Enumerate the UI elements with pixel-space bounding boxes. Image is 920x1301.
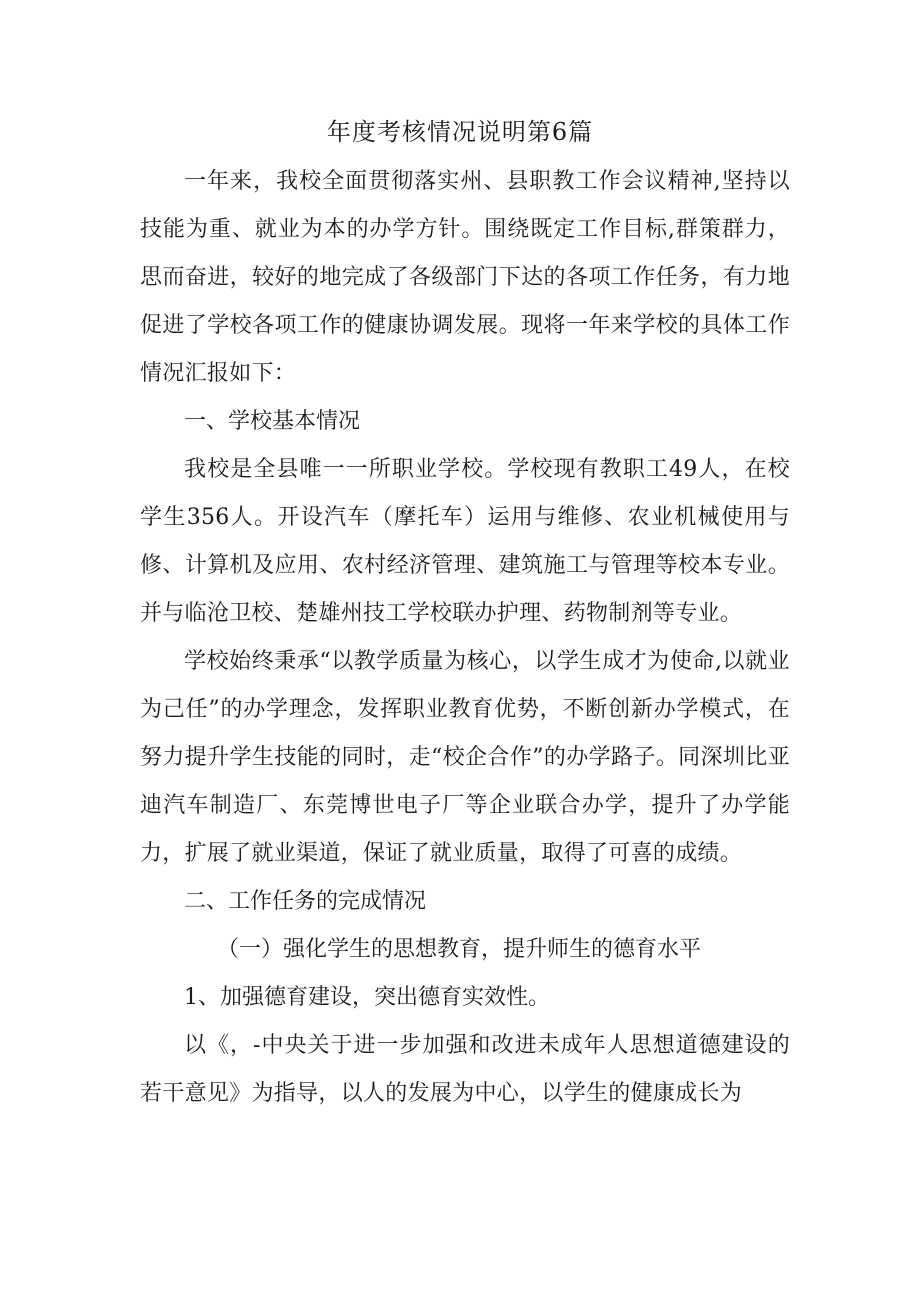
item-heading-moral-construction: 1、加强德育建设，突出德育实效性。 xyxy=(184,985,550,1010)
document-title: 年度考核情况说明第6篇 xyxy=(326,118,594,146)
paragraph-school-overview: 我校是全县唯一一所职业学校。学校现有教职工49人，在校学生356人。开设汽车（摩托车）运用与维修、农业机械使用与修、计算机及应用、农村经济管理、建筑施工与管理等校本专业。并与临沧卫校、楚雄州技工学校联办护理、药物制剂等专业。 xyxy=(140,457,790,626)
section-heading-basic-info: 一、学校基本情况 xyxy=(184,409,361,434)
paragraph-school-philosophy: 学校始终秉承“以教学质量为核心，以学生成才为使命,以就业为己任”的办学理念，发挥职业教育优势，不断创新办学模式，在努力提升学生技能的同时，走“校企合作”的办学路子。同深圳比亚迪汽车制造厂、东莞博世电子厂等企业联合办学，提升了办学能力，扩展了就业渠道，保证了就业质量，取得了可喜的成绩。 xyxy=(140,649,790,866)
subsection-heading-moral-education: （一）强化学生的思想教育，提升师生的德育水平 xyxy=(217,937,702,962)
document-body xyxy=(140,158,790,1118)
paragraph-guidance: 以《，-中央关于进一步加强和改进未成年人思想道德建设的若干意见》为指导，以人的发展为中心，以学生的健康成长为 xyxy=(140,1033,790,1106)
paragraph-intro: 一年来，我校全面贯彻落实州、县职教工作会议精神,坚持以技能为重、就业为本的办学方针。围绕既定工作目标,群策群力，思而奋进，较好的地完成了各级部门下达的各项工作任务，有力地促进了学校各项工作的健康协调发展。现将一年来学校的具体工作情况汇报如下： xyxy=(140,169,790,386)
section-heading-task-completion: 二、工作任务的完成情况 xyxy=(184,889,427,914)
